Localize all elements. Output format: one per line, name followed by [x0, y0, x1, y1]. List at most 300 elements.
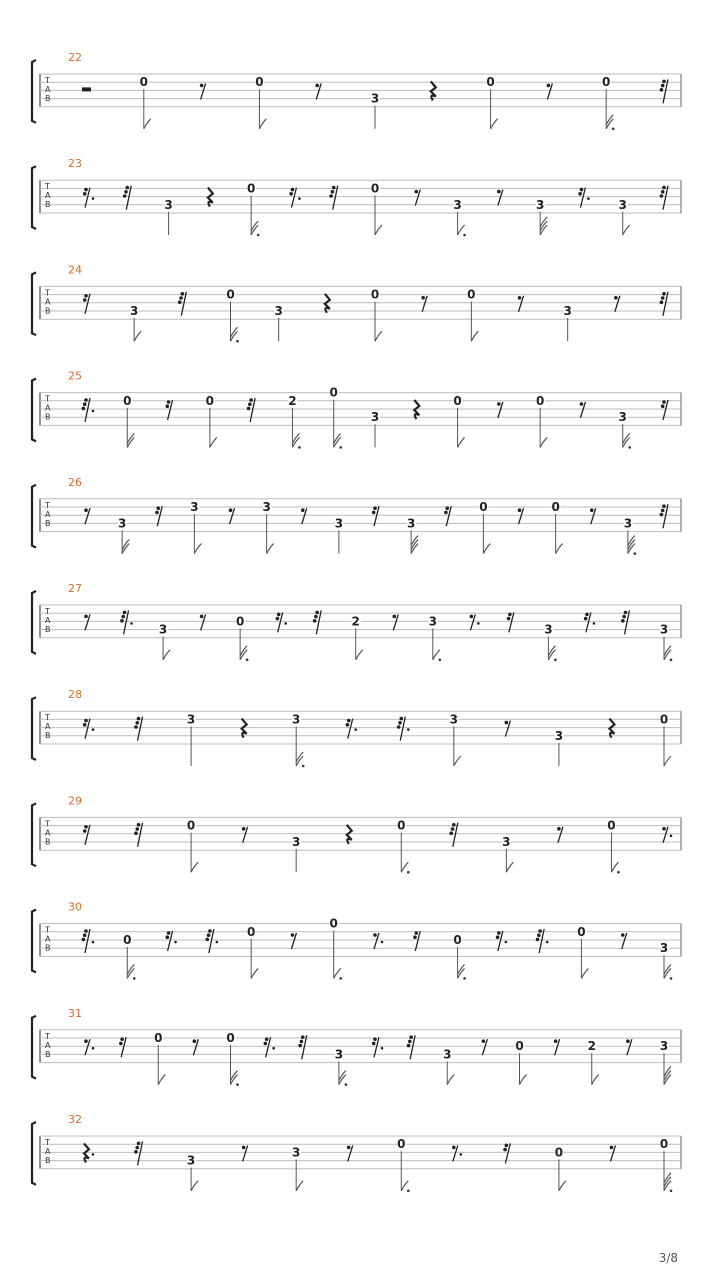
- rest-flag: [83, 723, 87, 727]
- note-flag: [251, 968, 258, 978]
- rest-flag: [392, 615, 396, 619]
- system-bracket: [32, 1016, 36, 1079]
- system-bracket: [32, 910, 36, 973]
- rest-flag: [660, 300, 664, 304]
- fret-number: 3: [262, 500, 271, 514]
- rest-flag: [505, 1144, 509, 1148]
- fret-number: 3: [129, 304, 139, 318]
- fret-number: 0: [515, 1039, 524, 1054]
- fret-number: 0: [479, 500, 488, 514]
- rest-flag: [155, 511, 159, 515]
- rest-flag: [137, 1142, 141, 1146]
- tab-clef-letter: B: [45, 625, 51, 634]
- rest-dot: [477, 622, 480, 625]
- rest-flag: [662, 80, 666, 84]
- fret-number: 3: [158, 622, 168, 637]
- fret-number: 3: [544, 622, 553, 637]
- note-flag: [401, 1181, 408, 1191]
- rest-flag: [505, 721, 509, 725]
- system-bracket: [32, 591, 36, 654]
- rest-flag: [84, 1039, 88, 1043]
- rest-flag: [137, 823, 141, 827]
- note-flag: [447, 1075, 454, 1085]
- system-bracket: [32, 485, 36, 548]
- fret-number: 3: [659, 1039, 669, 1054]
- fret-number: 0: [659, 712, 669, 727]
- rest-flag: [449, 831, 453, 835]
- rest-flag: [452, 823, 456, 827]
- rest-flag: [313, 619, 317, 623]
- tab-clef-letter: A: [45, 1147, 51, 1156]
- rest-flag: [621, 933, 625, 937]
- rest-flag: [301, 508, 305, 512]
- fret-number: 0: [246, 181, 256, 196]
- note-flag: [592, 1075, 599, 1085]
- rest-flag: [661, 509, 665, 513]
- rest-dot: [460, 1153, 463, 1156]
- fret-number: 0: [577, 924, 586, 939]
- rest-flag: [578, 192, 582, 196]
- tab-clef-letter: T: [45, 713, 50, 723]
- tab-clef-letter: B: [45, 1156, 51, 1165]
- note-flag: [491, 119, 498, 129]
- rest-flag: [444, 511, 448, 515]
- rest-flag: [622, 615, 626, 619]
- note-flag: [334, 968, 341, 978]
- note-flag: [623, 225, 630, 235]
- rest-flag: [662, 827, 666, 831]
- tab-clef-letter: A: [45, 191, 51, 201]
- rest-flag: [123, 194, 127, 198]
- tab-clef-letter: B: [45, 943, 51, 953]
- rest-flag: [134, 831, 138, 835]
- tab-clef-letter: B: [45, 306, 51, 316]
- note-dot: [612, 128, 615, 131]
- rest-flag: [614, 296, 618, 300]
- tab-clef-letter: B: [45, 731, 51, 741]
- note-flag: [267, 544, 274, 554]
- rest-flag: [407, 1044, 411, 1048]
- tab-clef-letter: T: [45, 607, 50, 616]
- rest-flag: [123, 611, 127, 615]
- measure-number: 32: [68, 1113, 82, 1126]
- rest-flag: [200, 615, 204, 619]
- fret-number: 0: [397, 1137, 406, 1152]
- tab-clef-letter: B: [45, 1049, 51, 1059]
- fret-number: 2: [587, 1039, 596, 1054]
- rest-flag: [84, 719, 88, 723]
- measure-number: 22: [68, 51, 82, 64]
- rest-flag: [84, 615, 88, 619]
- rest-flag: [580, 188, 584, 192]
- rest-flag: [584, 617, 588, 621]
- note-dot: [628, 446, 631, 449]
- tab-clef-letter: T: [45, 925, 50, 935]
- rest-flag: [289, 192, 293, 196]
- tab-clef-letter: A: [45, 509, 51, 519]
- rest-flag: [347, 719, 351, 723]
- note-flag: [296, 1181, 303, 1191]
- measure-number: 27: [68, 582, 82, 595]
- note-flag: [520, 1075, 527, 1085]
- note-flag: [559, 1181, 566, 1191]
- rest-flag: [503, 1148, 507, 1152]
- rest-flag: [84, 825, 88, 829]
- rest-dot: [284, 622, 287, 625]
- rest-flag: [414, 190, 418, 194]
- rest-flag: [507, 617, 511, 621]
- rest-flag: [497, 190, 501, 194]
- rest-flag: [83, 402, 87, 406]
- rest-dot: [216, 941, 219, 944]
- rest-flag: [247, 407, 251, 411]
- rest-flag: [497, 931, 501, 935]
- measure-number: 30: [68, 900, 82, 914]
- rest-flag: [518, 296, 522, 300]
- fret-number: 3: [659, 622, 669, 637]
- page-number: 3/8: [658, 1251, 678, 1265]
- rest-dot: [174, 941, 177, 944]
- rest-flag: [242, 1146, 246, 1150]
- note-flag: [144, 119, 151, 129]
- measure-number: 23: [68, 157, 82, 171]
- tab-clef-letter: T: [45, 394, 50, 404]
- tab-clef-letter: B: [45, 94, 51, 103]
- note-dot: [298, 446, 301, 449]
- note-dot: [339, 977, 342, 980]
- note-dot: [554, 659, 557, 662]
- fret-number: 3: [453, 197, 462, 212]
- rest-flag: [314, 615, 318, 619]
- note-dot: [670, 977, 673, 980]
- rest-flag: [398, 721, 402, 725]
- fret-number: 0: [486, 75, 495, 90]
- rest-flag: [277, 613, 281, 617]
- rest-flag: [135, 721, 139, 725]
- note-flag: [483, 544, 490, 554]
- rest-flag: [265, 1037, 269, 1041]
- rest-flag: [557, 827, 561, 831]
- fret-number: 0: [453, 933, 462, 947]
- tab-clef-letter: A: [45, 85, 51, 94]
- rest-flag: [373, 506, 377, 510]
- note-flag: [540, 437, 547, 447]
- fret-number: 0: [329, 385, 338, 400]
- system-bracket: [32, 803, 36, 866]
- fret-number: 0: [226, 1031, 235, 1045]
- tab-clef-letter: B: [45, 518, 51, 528]
- measure-number: 25: [68, 369, 82, 383]
- rest-flag: [661, 190, 665, 194]
- fret-number: 3: [164, 197, 173, 212]
- rest-dot: [546, 941, 549, 944]
- note-flag: [356, 650, 363, 660]
- note-dot: [463, 234, 466, 237]
- note-flag: [375, 225, 382, 235]
- rest-flag: [470, 615, 474, 619]
- fret-number: 3: [623, 516, 633, 531]
- rest-flag: [451, 827, 455, 831]
- rest-dot: [593, 622, 596, 625]
- rest-dot: [298, 197, 301, 200]
- rest-flag: [276, 617, 280, 621]
- system-bracket: [32, 166, 36, 229]
- fret-number: 0: [370, 287, 380, 302]
- rest-flag: [84, 929, 88, 933]
- rest-flag: [179, 296, 183, 300]
- rest-flag: [518, 508, 522, 512]
- rest-flag: [408, 1040, 412, 1044]
- rest-flag: [291, 933, 295, 937]
- rest-flag: [662, 292, 666, 296]
- fret-number: 0: [255, 75, 264, 90]
- note-dot: [236, 340, 239, 343]
- fret-number: 3: [428, 614, 437, 629]
- rest-flag: [167, 400, 171, 404]
- rest-flag: [83, 829, 87, 833]
- rest-flag: [315, 84, 319, 88]
- rest-flag: [413, 935, 417, 939]
- rest-flag: [135, 827, 139, 831]
- fret-number: 3: [563, 304, 572, 318]
- rest-flag: [83, 298, 87, 302]
- note-dot: [634, 552, 637, 555]
- tab-clef-letter: A: [45, 297, 51, 307]
- fret-number: 0: [397, 818, 406, 833]
- rest-flag: [120, 1037, 124, 1041]
- rest-flag: [660, 194, 664, 198]
- rest-flag: [660, 513, 664, 517]
- rest-flag: [167, 931, 171, 935]
- rest-flag: [497, 402, 501, 406]
- rest-flag: [580, 402, 584, 406]
- rest-flag: [84, 294, 88, 298]
- fret-number: 0: [659, 1137, 669, 1152]
- system-bracket: [32, 1122, 36, 1185]
- rest-flag: [660, 88, 664, 92]
- rest-flag: [156, 506, 160, 510]
- rest-dot: [92, 941, 95, 944]
- rest-dot: [92, 728, 95, 731]
- measure-number: 28: [68, 688, 82, 702]
- rest-flag: [373, 1037, 377, 1041]
- tab-clef-letter: T: [45, 288, 50, 298]
- note-flag: [163, 650, 170, 660]
- note-flag: [375, 331, 382, 341]
- note-dot: [670, 1190, 673, 1193]
- rest-flag: [83, 933, 87, 937]
- rest-dot: [381, 1047, 384, 1050]
- tab-clef-letter: A: [45, 1040, 51, 1050]
- measure-number: 29: [68, 794, 82, 808]
- fret-number: 3: [292, 1145, 301, 1160]
- rest-flag: [372, 511, 376, 515]
- note-dot: [407, 1190, 410, 1193]
- measure-number: 31: [68, 1006, 82, 1020]
- rest-flag: [178, 300, 182, 304]
- rest-flag: [165, 935, 169, 939]
- rest-flag: [181, 292, 185, 296]
- tab-clef-letter: A: [45, 934, 51, 944]
- note-flag: [471, 331, 478, 341]
- rest-flag: [409, 1035, 413, 1039]
- rest-flag: [248, 402, 252, 406]
- rest-flag: [661, 296, 665, 300]
- note-dot: [345, 1083, 348, 1086]
- rest-dot: [587, 197, 590, 200]
- fret-number: 3: [274, 304, 283, 318]
- fret-number: 3: [449, 712, 458, 727]
- tab-clef-letter: T: [45, 1031, 50, 1041]
- rest-flag: [421, 296, 425, 300]
- rest-flag: [242, 827, 246, 831]
- rest-flag: [482, 1039, 486, 1043]
- rest-flag: [538, 929, 542, 933]
- tab-clef-letter: A: [45, 616, 51, 625]
- rest-flag: [626, 1039, 630, 1043]
- note-dot: [463, 977, 466, 980]
- rest-flag: [84, 508, 88, 512]
- rest-flag: [125, 186, 129, 190]
- rest-flag: [332, 186, 336, 190]
- tab-clef-letter: T: [45, 76, 50, 85]
- fret-number: 0: [453, 393, 462, 408]
- note-flag: [581, 968, 588, 978]
- rest-flag: [624, 611, 628, 615]
- note-flag: [458, 225, 465, 235]
- note-flag: [611, 862, 618, 872]
- system-bracket: [32, 697, 36, 760]
- fret-number: 3: [186, 712, 196, 727]
- rest-dot: [272, 1047, 275, 1050]
- rest-flag: [445, 506, 449, 510]
- rest-dot: [505, 941, 508, 944]
- measure-number: 26: [68, 475, 82, 489]
- rest-flag: [83, 192, 87, 196]
- rest-flag: [496, 935, 500, 939]
- rest-flag: [662, 400, 666, 404]
- fret-number: 0: [205, 393, 215, 408]
- fret-number: 3: [618, 197, 627, 212]
- note-flag: [433, 650, 440, 660]
- fret-number: 0: [535, 393, 545, 408]
- fret-number: 3: [406, 516, 416, 531]
- fret-number: 0: [123, 933, 132, 947]
- fret-number: 3: [334, 516, 344, 531]
- note-flag: [134, 331, 141, 341]
- note-flag: [210, 437, 217, 447]
- note-dot: [339, 446, 342, 449]
- fret-number: 3: [117, 516, 127, 531]
- note-dot: [439, 659, 442, 662]
- note-dot: [246, 659, 249, 662]
- fret-number: 3: [554, 728, 564, 743]
- fret-number: 0: [467, 287, 476, 302]
- note-flag: [191, 1181, 198, 1191]
- rest-flag: [208, 929, 212, 933]
- measure-number: 24: [68, 263, 82, 277]
- fret-number: 3: [535, 197, 545, 212]
- tab-clef-letter: T: [45, 500, 50, 510]
- fret-number: 0: [235, 614, 245, 629]
- rest-flag: [536, 938, 540, 942]
- rest-flag: [373, 933, 377, 937]
- note-dot: [407, 871, 410, 874]
- rest-dot: [407, 728, 410, 731]
- system-bracket: [32, 60, 36, 123]
- rest-flag: [124, 190, 128, 194]
- rest-flag: [135, 1146, 139, 1150]
- tab-clef-letter: T: [45, 1138, 50, 1147]
- rest-flag: [82, 407, 86, 411]
- rest-flag: [121, 615, 125, 619]
- system-bracket: [32, 272, 36, 335]
- note-flag: [556, 544, 563, 554]
- rest-flag: [399, 717, 403, 721]
- rest-flag: [590, 508, 594, 512]
- fret-number: 3: [190, 500, 199, 514]
- fret-number: 0: [226, 287, 235, 302]
- rest-flag: [537, 933, 541, 937]
- tab-clef-letter: B: [45, 200, 51, 210]
- rest-flag: [621, 619, 625, 623]
- fret-number: 3: [618, 410, 627, 425]
- fret-number: 3: [334, 1047, 344, 1062]
- note-flag: [191, 862, 198, 872]
- rest-dot: [354, 728, 357, 731]
- note-flag: [401, 862, 408, 872]
- tab-clef-letter: B: [45, 837, 51, 847]
- rest-flag: [585, 613, 589, 617]
- fret-number: 2: [288, 393, 297, 408]
- rest-flag: [300, 1040, 304, 1044]
- rest-dot: [381, 941, 384, 944]
- fret-number: 0: [370, 181, 380, 196]
- rest-dot: [130, 622, 133, 625]
- rest-flag: [165, 404, 169, 408]
- fret-number: 3: [443, 1047, 452, 1062]
- rest-flag: [661, 404, 665, 408]
- rest-flag: [331, 190, 335, 194]
- rest-flag: [205, 938, 209, 942]
- fret-number: 3: [292, 835, 301, 849]
- fret-number: 0: [246, 924, 256, 939]
- rest-flag: [84, 188, 88, 192]
- rest-flag: [452, 1146, 456, 1150]
- note-dot: [302, 765, 305, 768]
- rest-dot: [92, 410, 95, 413]
- fret-number: 3: [186, 1153, 196, 1168]
- rest-flag: [291, 188, 295, 192]
- rest-flag: [84, 398, 88, 402]
- rest-flag: [547, 84, 551, 88]
- tab-clef-letter: A: [45, 403, 51, 413]
- rest-flag: [249, 398, 253, 402]
- note-dot: [670, 659, 673, 662]
- fret-number: 0: [554, 1145, 564, 1160]
- rest-flag: [301, 1035, 305, 1039]
- rest-dot: [670, 835, 673, 838]
- tab-clef-letter: B: [45, 412, 51, 422]
- rest-flag: [119, 1042, 123, 1046]
- note-dot: [617, 871, 620, 874]
- note-flag: [194, 544, 201, 554]
- note-flag: [158, 1075, 165, 1085]
- tab-clef-letter: T: [45, 182, 50, 192]
- rest-flag: [207, 933, 211, 937]
- rest-flag: [134, 725, 138, 729]
- fret-number: 3: [370, 91, 380, 106]
